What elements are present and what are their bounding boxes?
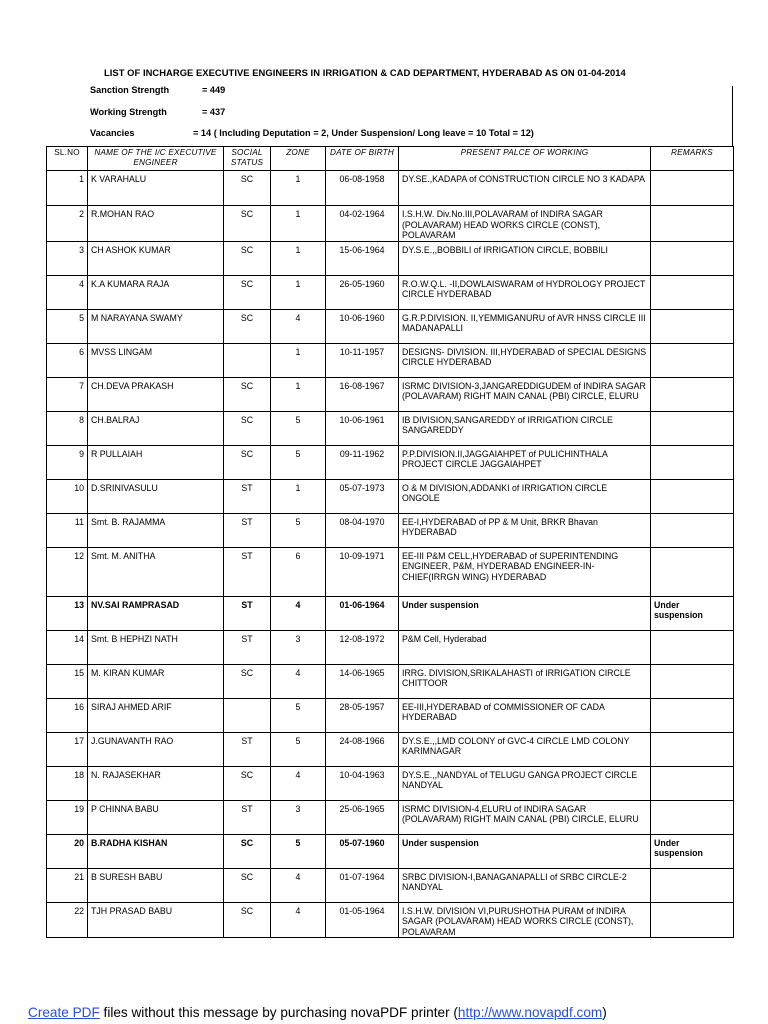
cell-present-place: EE-III,HYDERABAD of COMMISSIONER OF CADA HYDERABAD [399, 698, 651, 732]
create-pdf-link[interactable]: Create PDF [28, 1005, 100, 1020]
footer-text: files without this message by purchasing novaPDF printer ( [99, 1005, 458, 1020]
cell-slno: 3 [47, 241, 88, 275]
cell-present-place: I.S.H.W. Div.No.III,POLAVARAM of INDIRA SAGAR (POLAVARAM) HEAD WORKS CIRCLE (CONST), POLAVARAM [399, 206, 651, 242]
cell-name: D.SRINIVASULU [88, 479, 224, 513]
cell-remarks [651, 800, 734, 834]
cell-name: B.RADHA KISHAN [88, 834, 224, 868]
cell-zone: 1 [271, 206, 326, 242]
cell-present-place: ISRMC DIVISION-4,ELURU of INDIRA SAGAR (POLAVARAM) RIGHT MAIN CANAL (PBI) CIRCLE, ELURU [399, 800, 651, 834]
cell-social-status: SC [224, 902, 271, 938]
cell-slno: 6 [47, 343, 88, 377]
cell-social-status: SC [224, 275, 271, 309]
cell-date-of-birth: 06-08-1958 [326, 171, 399, 206]
cell-present-place: DY.S.E.,,BOBBILI of IRRIGATION CIRCLE, BOBBILI [399, 241, 651, 275]
cell-date-of-birth: 10-04-1963 [326, 766, 399, 800]
cell-remarks [651, 630, 734, 664]
table-row [47, 596, 734, 630]
table-row [47, 630, 734, 664]
cell-social-status: SC [224, 206, 271, 242]
cell-remarks [651, 732, 734, 766]
cell-date-of-birth: 25-06-1965 [326, 800, 399, 834]
cell-zone: 4 [271, 596, 326, 630]
cell-name: J.GUNAVANTH RAO [88, 732, 224, 766]
cell-slno: 12 [47, 547, 88, 596]
cell-date-of-birth: 26-05-1960 [326, 275, 399, 309]
cell-slno: 10 [47, 479, 88, 513]
sanction-strength-label: Sanction Strength [90, 85, 170, 95]
cell-present-place: I.S.H.W. DIVISION VI,PURUSHOTHA PURAM of INDIRA SAGAR (POLAVARAM) HEAD WORKS CIRCLE (CONST), POLAVARAM [399, 902, 651, 938]
cell-social-status: SC [224, 766, 271, 800]
cell-slno: 16 [47, 698, 88, 732]
cell-date-of-birth: 16-08-1967 [326, 377, 399, 411]
table-row [47, 766, 734, 800]
cell-date-of-birth: 01-05-1964 [326, 902, 399, 938]
cell-name: MVSS LINGAM [88, 343, 224, 377]
cell-name: R PULLAIAH [88, 445, 224, 479]
cell-slno: 21 [47, 868, 88, 902]
cell-present-place: IB DIVISION,SANGAREDDY of IRRIGATION CIRCLE SANGAREDDY [399, 411, 651, 445]
cell-name: R.MOHAN RAO [88, 206, 224, 242]
cell-date-of-birth: 10-06-1961 [326, 411, 399, 445]
cell-slno: 8 [47, 411, 88, 445]
cell-zone: 6 [271, 547, 326, 596]
table-header-row [47, 147, 734, 171]
cell-remarks [651, 766, 734, 800]
table-row [47, 241, 734, 275]
cell-name: Smt. B HEPHZI NATH [88, 630, 224, 664]
cell-remarks [651, 868, 734, 902]
cell-social-status: SC [224, 377, 271, 411]
cell-name: NV.SAI RAMPRASAD [88, 596, 224, 630]
cell-present-place: DESIGNS- DIVISION. III,HYDERABAD of SPECIAL DESIGNS CIRCLE HYDERABAD [399, 343, 651, 377]
cell-social-status: ST [224, 630, 271, 664]
cell-zone: 5 [271, 445, 326, 479]
cell-slno: 2 [47, 206, 88, 242]
cell-social-status: ST [224, 596, 271, 630]
cell-remarks: Under suspension [651, 834, 734, 868]
working-strength-label: Working Strength [90, 107, 167, 117]
cell-date-of-birth: 14-06-1965 [326, 664, 399, 698]
cell-present-place: SRBC DIVISION-I,BANAGANAPALLI of SRBC CIRCLE-2 NANDYAL [399, 868, 651, 902]
cell-slno: 19 [47, 800, 88, 834]
cell-present-place: EE-III P&M CELL,HYDERABAD of SUPERINTENDING ENGINEER, P&M, HYDERABAD ENGINEER-IN-CHIEF(IRRGN WING) HYDERABAD [399, 547, 651, 596]
cell-date-of-birth: 09-11-1962 [326, 445, 399, 479]
column-header-date-of-birth: DATE OF BIRTH [326, 147, 399, 171]
cell-zone: 5 [271, 513, 326, 547]
pdf-footer-notice [28, 1005, 607, 1020]
cell-name: K.A KUMARA RAJA [88, 275, 224, 309]
cell-name: SIRAJ AHMED ARIF [88, 698, 224, 732]
cell-present-place: Under suspension [399, 596, 651, 630]
cell-slno: 14 [47, 630, 88, 664]
vacancies [90, 128, 534, 138]
novapdf-url-link[interactable]: http://www.novapdf.com [457, 1005, 603, 1020]
table-row [47, 171, 734, 206]
vacancies-value: = 14 ( Including Deputation = 2, Under Suspension/ Long leave = 10 Total = 12) [193, 128, 534, 138]
cell-date-of-birth: 10-06-1960 [326, 309, 399, 343]
cell-present-place: G.R.P.DIVISION. II,YEMMIGANURU of AVR HNSS CIRCLE III MADANAPALLI [399, 309, 651, 343]
cell-zone: 1 [271, 241, 326, 275]
cell-name: K VARAHALU [88, 171, 224, 206]
cell-name: M. KIRAN KUMAR [88, 664, 224, 698]
cell-slno: 20 [47, 834, 88, 868]
cell-date-of-birth: 10-09-1971 [326, 547, 399, 596]
cell-social-status: SC [224, 445, 271, 479]
cell-remarks [651, 343, 734, 377]
working-strength [90, 107, 226, 117]
working-strength-value: = 437 [202, 107, 226, 117]
cell-social-status: SC [224, 664, 271, 698]
cell-name: M NARAYANA SWAMY [88, 309, 224, 343]
table-row [47, 377, 734, 411]
engineers-table [46, 146, 734, 938]
column-header-zone: ZONE [271, 147, 326, 171]
table-row [47, 479, 734, 513]
cell-social-status: SC [224, 411, 271, 445]
cell-remarks [651, 206, 734, 242]
cell-remarks [651, 309, 734, 343]
cell-name: CH ASHOK KUMAR [88, 241, 224, 275]
cell-social-status: SC [224, 171, 271, 206]
column-header-social-status: SOCIAL STATUS [224, 147, 271, 171]
cell-social-status: SC [224, 241, 271, 275]
cell-zone: 4 [271, 766, 326, 800]
cell-date-of-birth: 08-04-1970 [326, 513, 399, 547]
table-row [47, 547, 734, 596]
table-row [47, 206, 734, 242]
cell-date-of-birth: 01-07-1964 [326, 868, 399, 902]
cell-slno: 7 [47, 377, 88, 411]
cell-date-of-birth: 05-07-1960 [326, 834, 399, 868]
cell-date-of-birth: 12-08-1972 [326, 630, 399, 664]
cell-zone: 1 [271, 171, 326, 206]
table-row [47, 664, 734, 698]
cell-remarks [651, 902, 734, 938]
cell-social-status: SC [224, 834, 271, 868]
sanction-strength-value: = 449 [202, 85, 226, 95]
table-row [47, 343, 734, 377]
cell-date-of-birth: 28-05-1957 [326, 698, 399, 732]
table-row [47, 411, 734, 445]
column-header-present-place: PRESENT PALCE OF WORKING [399, 147, 651, 171]
column-header-slno: SL.NO [47, 147, 88, 171]
cell-social-status: ST [224, 547, 271, 596]
table-row [47, 902, 734, 938]
cell-slno: 13 [47, 596, 88, 630]
cell-social-status: ST [224, 800, 271, 834]
sanction-strength [90, 85, 226, 95]
table-row [47, 513, 734, 547]
table-row [47, 800, 734, 834]
cell-present-place: ISRMC DIVISION-3,JANGAREDDIGUDEM of INDIRA SAGAR (POLAVARAM) RIGHT MAIN CANAL (PBI) CIRCLE, ELURU [399, 377, 651, 411]
cell-date-of-birth: 05-07-1973 [326, 479, 399, 513]
cell-name: CH.DEVA PRAKASH [88, 377, 224, 411]
cell-present-place: EE-I,HYDERABAD of PP & M Unit, BRKR Bhavan HYDERABAD [399, 513, 651, 547]
cell-date-of-birth: 15-06-1964 [326, 241, 399, 275]
table-row [47, 868, 734, 902]
table-row [47, 698, 734, 732]
footer-end: ) [602, 1005, 607, 1020]
table-row [47, 732, 734, 766]
cell-date-of-birth: 01-06-1964 [326, 596, 399, 630]
cell-name: B SURESH BABU [88, 868, 224, 902]
cell-social-status [224, 698, 271, 732]
cell-social-status: ST [224, 732, 271, 766]
cell-slno: 17 [47, 732, 88, 766]
column-header-name: NAME OF THE I/C EXECUTIVE ENGINEER [88, 147, 224, 171]
table-row [47, 309, 734, 343]
cell-social-status: SC [224, 309, 271, 343]
cell-remarks [651, 547, 734, 596]
cell-zone: 5 [271, 834, 326, 868]
table-row [47, 834, 734, 868]
cell-slno: 1 [47, 171, 88, 206]
table-row [47, 275, 734, 309]
cell-zone: 4 [271, 902, 326, 938]
cell-present-place: R.O.W.Q.L. -II,DOWLAISWARAM of HYDROLOGY PROJECT CIRCLE HYDERABAD [399, 275, 651, 309]
cell-remarks [651, 698, 734, 732]
cell-present-place: P.P.DIVISION.II,JAGGAIAHPET of PULICHINTHALA PROJECT CIRCLE JAGGAIAHPET [399, 445, 651, 479]
vacancies-label: Vacancies [90, 128, 135, 138]
cell-zone: 5 [271, 698, 326, 732]
cell-zone: 4 [271, 309, 326, 343]
cell-name: Smt. M. ANITHA [88, 547, 224, 596]
cell-remarks [651, 241, 734, 275]
cell-slno: 11 [47, 513, 88, 547]
cell-name: CH.BALRAJ [88, 411, 224, 445]
cell-date-of-birth: 04-02-1964 [326, 206, 399, 242]
cell-remarks: Under suspension [651, 596, 734, 630]
cell-social-status [224, 343, 271, 377]
cell-social-status: ST [224, 513, 271, 547]
cell-remarks [651, 171, 734, 206]
cell-remarks [651, 664, 734, 698]
cell-present-place: DY.S.E.,,LMD COLONY of GVC-4 CIRCLE LMD COLONY KARIMNAGAR [399, 732, 651, 766]
cell-remarks [651, 445, 734, 479]
cell-slno: 22 [47, 902, 88, 938]
cell-zone: 1 [271, 377, 326, 411]
margin-rule [732, 86, 733, 146]
cell-present-place: P&M Cell, Hyderabad [399, 630, 651, 664]
cell-present-place: Under suspension [399, 834, 651, 868]
cell-slno: 4 [47, 275, 88, 309]
cell-zone: 1 [271, 479, 326, 513]
column-header-remarks: REMARKS [651, 147, 734, 171]
cell-name: N. RAJASEKHAR [88, 766, 224, 800]
cell-zone: 1 [271, 343, 326, 377]
cell-zone: 3 [271, 630, 326, 664]
document-title: LIST OF INCHARGE EXECUTIVE ENGINEERS IN IRRIGATION & CAD DEPARTMENT, HYDERABAD AS ON 01-04-2014 [104, 67, 626, 78]
cell-social-status: SC [224, 868, 271, 902]
cell-date-of-birth: 10-11-1957 [326, 343, 399, 377]
cell-slno: 15 [47, 664, 88, 698]
cell-remarks [651, 513, 734, 547]
cell-zone: 3 [271, 800, 326, 834]
cell-zone: 5 [271, 732, 326, 766]
cell-remarks [651, 377, 734, 411]
cell-slno: 18 [47, 766, 88, 800]
cell-slno: 9 [47, 445, 88, 479]
cell-remarks [651, 411, 734, 445]
cell-name: P CHINNA BABU [88, 800, 224, 834]
cell-remarks [651, 275, 734, 309]
cell-name: TJH PRASAD BABU [88, 902, 224, 938]
cell-date-of-birth: 24-08-1966 [326, 732, 399, 766]
cell-zone: 4 [271, 868, 326, 902]
cell-zone: 5 [271, 411, 326, 445]
table-row [47, 445, 734, 479]
cell-present-place: O & M DIVISION,ADDANKI of IRRIGATION CIRCLE ONGOLE [399, 479, 651, 513]
cell-social-status: ST [224, 479, 271, 513]
cell-remarks [651, 479, 734, 513]
cell-present-place: DY.SE.,KADAPA of CONSTRUCTION CIRCLE NO 3 KADAPA [399, 171, 651, 206]
cell-zone: 4 [271, 664, 326, 698]
cell-present-place: DY.S.E.,,NANDYAL of TELUGU GANGA PROJECT CIRCLE NANDYAL [399, 766, 651, 800]
cell-zone: 1 [271, 275, 326, 309]
cell-name: Smt. B. RAJAMMA [88, 513, 224, 547]
cell-slno: 5 [47, 309, 88, 343]
cell-present-place: IRRG. DIVISION,SRIKALAHASTI of IRRIGATION CIRCLE CHITTOOR [399, 664, 651, 698]
